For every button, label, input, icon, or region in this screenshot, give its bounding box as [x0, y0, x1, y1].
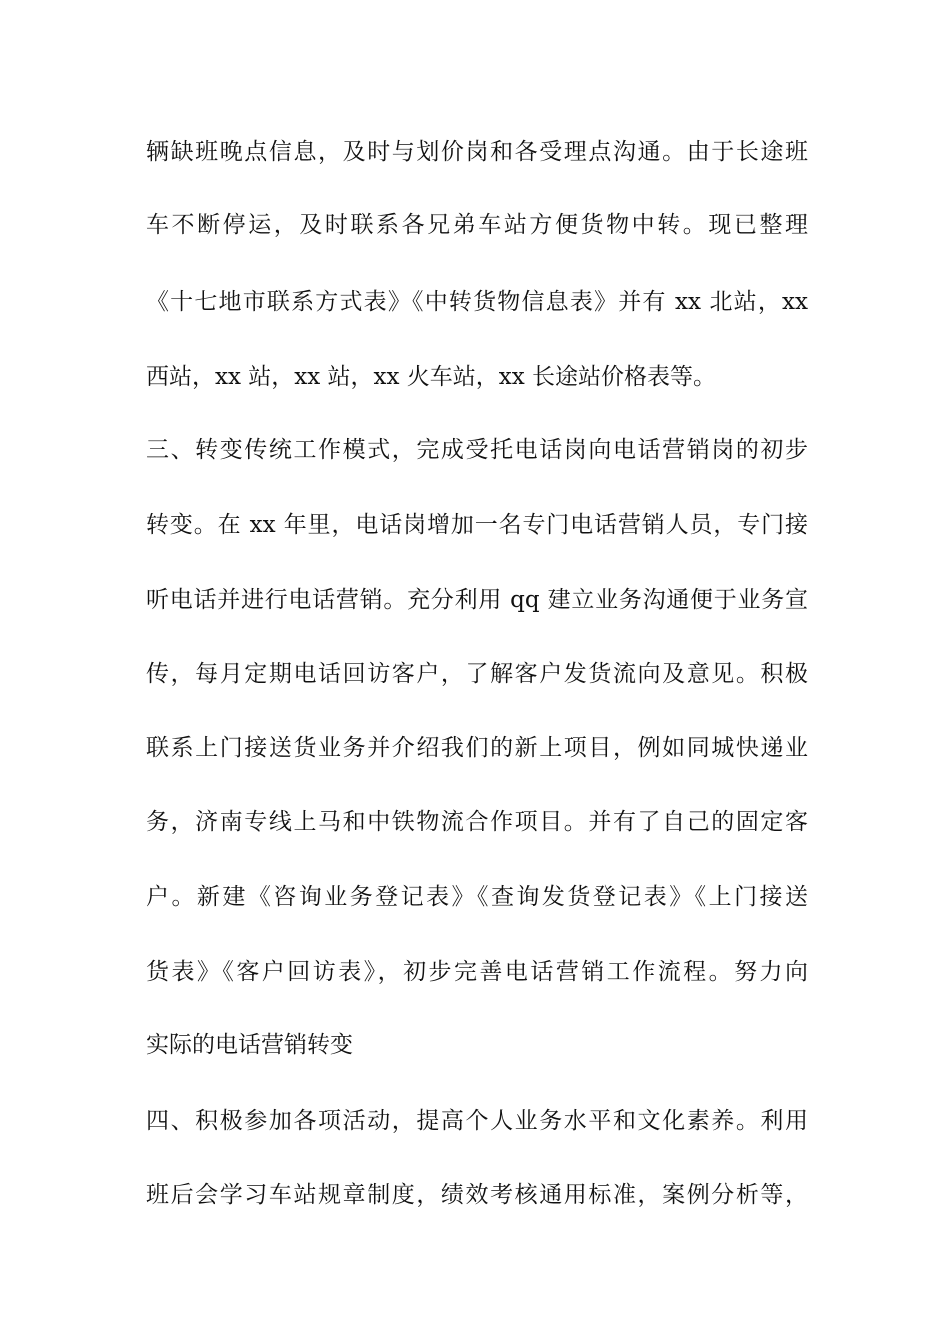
text-line: 实际的电话营销转变	[146, 1032, 353, 1058]
text-line: 户。新建《咨询业务登记表》《查询发货登记表》《上门接送	[146, 884, 808, 910]
text-line: 班后会学习车站规章制度，绩效考核通用标准，案例分析等，	[146, 1182, 808, 1208]
text-line: 西站，xx 站，xx 站，xx 火车站，xx 长途站价格表等。	[146, 364, 717, 390]
text-line: 《十七地市联系方式表》《中转货物信息表》并有 xx 北站，xx	[146, 289, 808, 315]
text-line: 转变。在 xx 年里，电话岗增加一名专门电话营销人员，专门接	[146, 512, 808, 538]
text-line: 货表》《客户回访表》，初步完善电话营销工作流程。努力向	[146, 959, 808, 985]
text-line: 四、积极参加各项活动，提高个人业务水平和文化素养。利用	[146, 1108, 808, 1134]
text-line: 务，济南专线上马和中铁物流合作项目。并有了自己的固定客	[146, 809, 808, 835]
text-line: 听电话并进行电话营销。充分利用 qq 建立业务沟通便于业务宣	[146, 587, 808, 613]
text-line: 传，每月定期电话回访客户，了解客户发货流向及意见。积极	[146, 661, 808, 687]
text-line: 三、转变传统工作模式，完成受托电话岗向电话营销岗的初步	[146, 437, 808, 463]
text-line: 联系上门接送货业务并介绍我们的新上项目，例如同城快递业	[146, 735, 808, 761]
text-line: 车不断停运，及时联系各兄弟车站方便货物中转。现已整理	[146, 212, 808, 238]
text-line: 辆缺班晚点信息，及时与划价岗和各受理点沟通。由于长途班	[146, 139, 808, 165]
